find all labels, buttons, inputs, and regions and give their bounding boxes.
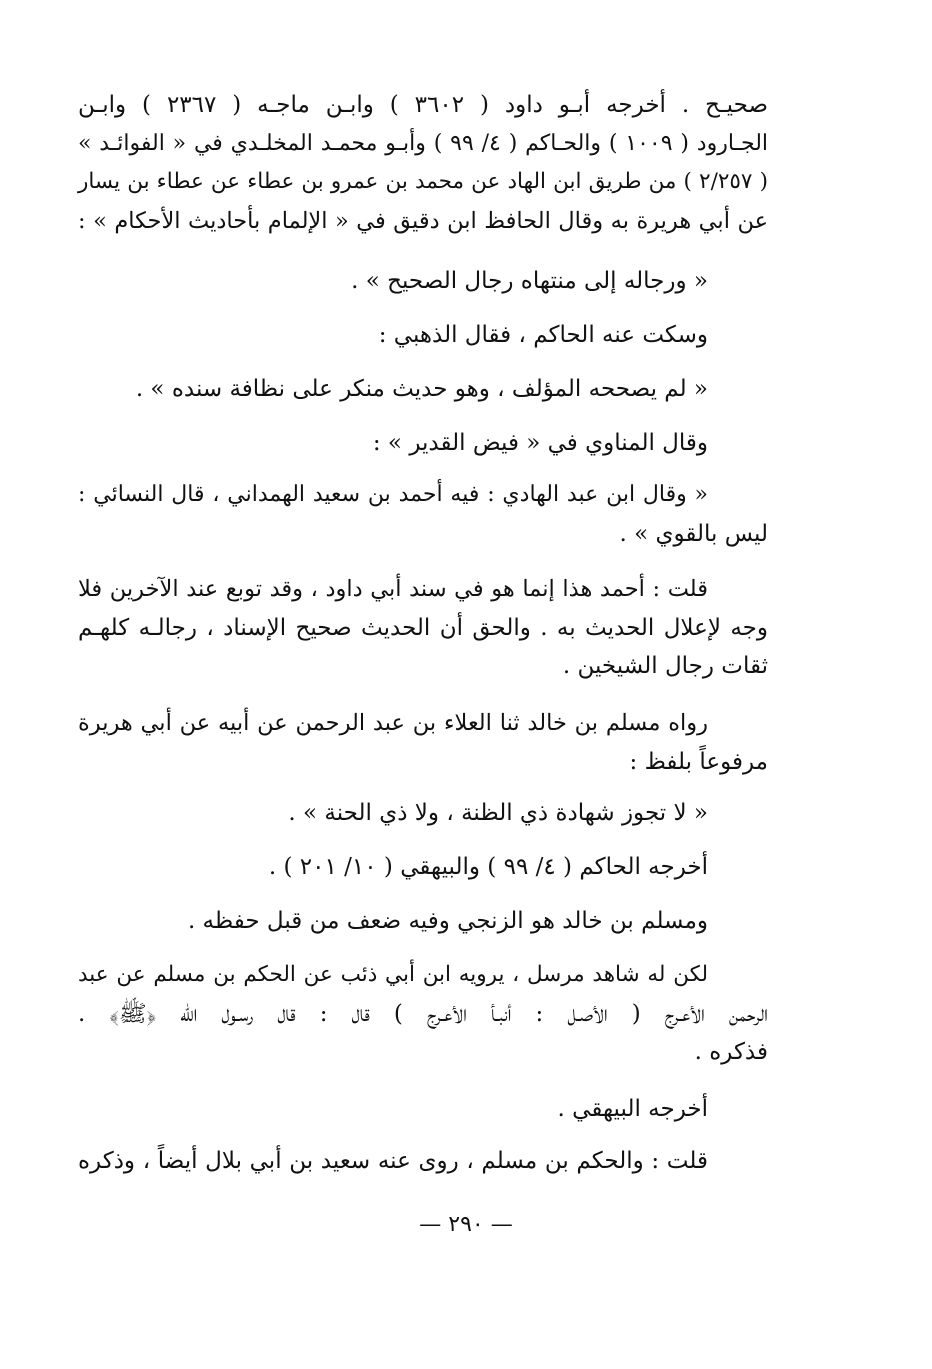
- paragraph-author-comment: [78, 570, 768, 686]
- quote-dhahabi: [78, 370, 768, 409]
- text-line: عن أبي هريرة به وقال الحافظ ابن دقيق في « الإلمام بأحاديث الأحكام » :: [78, 207, 768, 234]
- text-line: الجـارود ( ١٠٠٩ ) والحـاكم ( ٤/ ٩٩ ) وأبـو محمـد المخلـدي في « الفوائـد »: [78, 130, 769, 156]
- paragraph-zanji: [78, 902, 768, 941]
- quote-ibn-daqiq: [78, 262, 768, 301]
- text-line: مرفوعاً بلفظ :: [629, 748, 768, 775]
- paragraph-muslim-ibn-khalid: [78, 704, 768, 781]
- paragraph-mursal-witness: [78, 956, 768, 1072]
- text-line: « ورجاله إلى منتهاه رجال الصحيح » .: [351, 268, 708, 294]
- text-line: أخرجه الحاكم ( ٤/ ٩٩ ) والبيهقي ( ١٠/ ٢٠١ ) .: [268, 854, 708, 880]
- paragraph-hakim-bayhaqi: [78, 848, 768, 887]
- paragraph-munawi-intro: [78, 424, 768, 463]
- text-line: « لم يصححه المؤلف ، وهو حديث منكر على نظافة سنده » .: [135, 376, 708, 402]
- text-line: ( ٢/٢٥٧ ) من طريق ابن الهاد عن محمد بن عمرو بن عطاء عن عطاء بن يسار: [78, 169, 768, 194]
- page-number: — ٢٩٠ —: [419, 1212, 513, 1237]
- text-line: أخرجه البيهقي .: [557, 1096, 708, 1122]
- text-line: الرحمن الأعـرج ( الأصـل : أنبـأ الأعـرج ) قال : قال رسـول الله ﴿ﷺ﴾ .: [78, 1000, 768, 1027]
- paragraph-bayhaqi: [78, 1090, 768, 1129]
- text-line: ليس بالقوي » .: [619, 520, 768, 547]
- text-line: صحيـح . أخرجه أبـو داود ( ٣٦٠٢ ) وابـن ماجـه ( ٢٣٦٧ ) وابـن: [78, 92, 768, 118]
- text-line: وسكت عنه الحاكم ، فقال الذهبي :: [378, 322, 708, 348]
- text-line: وقال المناوي في « فيض القدير » :: [372, 430, 708, 456]
- paragraph-dhahabi-intro: [78, 316, 768, 355]
- text-line: قلت : أحمد هذا إنما هو في سند أبي داود ، وقد توبع عند الآخرين فلا: [78, 576, 708, 602]
- text-line: « وقال ابن عبد الهادي : فيه أحمد بن سعيد الهمداني ، قال النسائي :: [78, 482, 708, 507]
- quote-ibn-abd-al-hadi: [78, 476, 768, 553]
- text-line: رواه مسلم بن خالد ثنا العلاء بن عبد الرحمن عن أبيه عن أبي هريرة: [78, 710, 708, 736]
- paragraph-hakam-ibn-muslim: [78, 1142, 768, 1181]
- quote-hadith-text: [78, 794, 768, 833]
- text-line: لكن له شاهد مرسل ، يرويه ابن أبي ذئب عن الحكم بن مسلم عن عبد: [78, 962, 708, 987]
- text-line: ثقات رجال الشيخين .: [562, 653, 768, 679]
- text-line: فذكره .: [694, 1039, 768, 1065]
- paragraph-takhrij: [78, 86, 768, 240]
- text-line: قلت : والحكم بن مسلم ، روى عنه سعيد بن أبي بلال أيضاً ، وذكره: [78, 1148, 708, 1174]
- text-line: وجه لإعلال الحديث به . والحق أن الحديث صحيح الإسناد ، رجالـه كلهـم: [78, 614, 768, 641]
- text-line: ومسلم بن خالد هو الزنجي وفيه ضعف من قبل حفظه .: [187, 908, 708, 934]
- text-line: « لا تجوز شهادة ذي الظنة ، ولا ذي الحنة » .: [288, 800, 708, 826]
